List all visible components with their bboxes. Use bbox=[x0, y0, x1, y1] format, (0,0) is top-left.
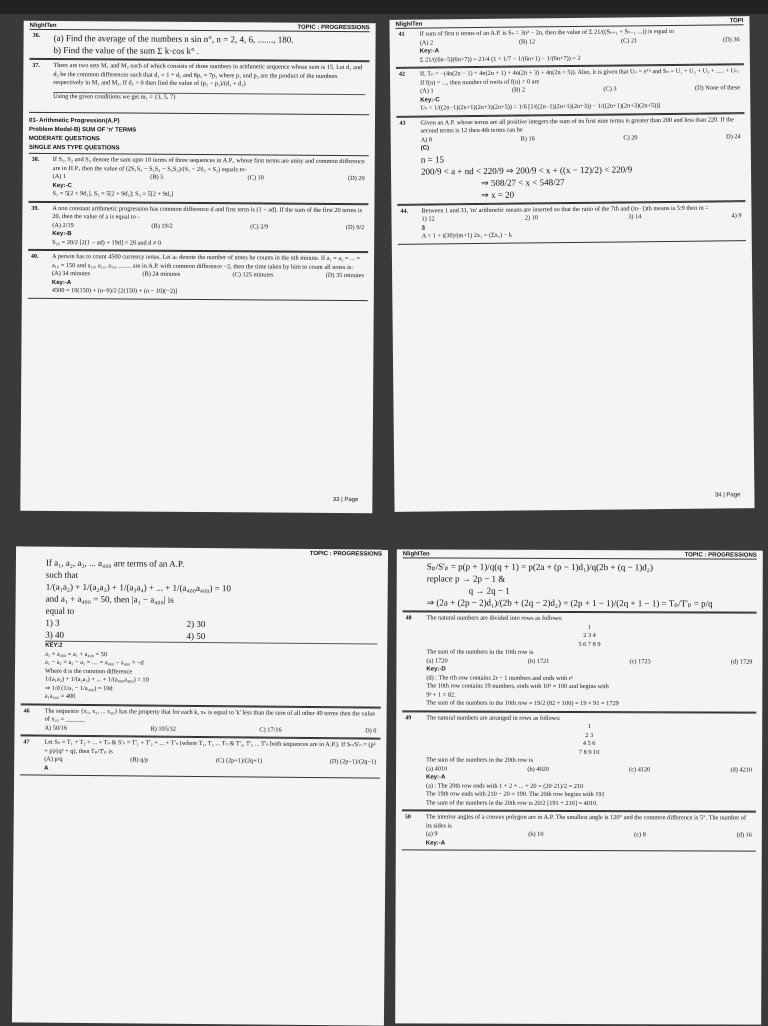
answer-key: KEY:2 bbox=[45, 641, 377, 653]
question-number: 37. bbox=[32, 62, 40, 69]
option-c: C) 20 bbox=[623, 133, 638, 141]
question-number: 39. bbox=[31, 205, 39, 212]
option-b: 2) 10 bbox=[524, 214, 539, 222]
question-50 bbox=[402, 810, 756, 851]
solution-text: S₁ = 5[2 + 9d₁], S₂ = 5[2 + 9d₂]; S₃ = 5[2 + 9d₃] bbox=[52, 189, 174, 198]
question-text: Let Sₙ = T₁ + T₂ + ... + Tₙ & S'ₙ = T'₁ + T'₂ + ... + T'ₙ (where T₁, T₂ ... Tₙ & T'₁, T'₂ ... T'ₙ both sequences are in A.P.). If Sₙ/S'ₙ = (p² + p)/(q² + q), then Tₚ/T'ₚ is bbox=[44, 738, 376, 755]
question-number: 49 bbox=[405, 714, 412, 721]
topic-title: TOPIC : PROGRESSIONS bbox=[684, 552, 757, 559]
option-c: (C) 10 bbox=[247, 174, 264, 182]
brand-logo: NlighITen bbox=[29, 22, 57, 30]
option-b: (B) 2 bbox=[511, 86, 526, 94]
solution-step: a₁ − a₂ = a₂ − a₃ = .... = a₄₀₀ − a₄₀₀ = −d bbox=[45, 658, 144, 667]
topic-title: TOPIC : PROGRESSIONS bbox=[309, 550, 383, 558]
answer-key: Key:-C bbox=[52, 182, 72, 189]
document-page-36 bbox=[395, 549, 763, 1024]
topic-title: TOPI bbox=[729, 18, 744, 25]
question-number: 43 bbox=[399, 120, 406, 127]
question-text: Given an A.P. whose terms are all positive integers the sum of its first nine terms is greater than 200 and less than 220. If the second terms is 12 then 4th terms can be bbox=[420, 115, 734, 135]
question-text: and a₁ + a₄₀₀ = 50, then |a₁ − a₄₀₀| is bbox=[45, 593, 174, 605]
solution-step: The sum of the numbers in the 20th row is 20/2 [191 + 210] = 4010. bbox=[425, 798, 598, 807]
question-text: such that bbox=[45, 569, 79, 580]
option-b: (B) 5 bbox=[150, 173, 164, 181]
question-text: The interior angles of a convex polygon are in A.P. The smallest angle is 120° and the common difference is 5°. The number of its sides is bbox=[425, 813, 747, 830]
option-2: 2) 30 bbox=[186, 618, 206, 630]
solution-step: 1/(a₁a₂) + 1/(a₂a₃) + ... + 1/(a₄₀₀a₄₀₀) = 10 bbox=[44, 675, 149, 684]
answer-key: A bbox=[44, 765, 49, 772]
option-c: (C) (2p+1)/(2q+1) bbox=[215, 757, 263, 765]
question-text: The natural numbers are arranged in rows as follows: bbox=[426, 713, 561, 722]
option-d: D) 24 bbox=[726, 132, 741, 140]
solution-text: Uₙ = 1/((2n−1)(2n+1)(2n+3)(2n+5)) = 1/6 [1/((2n−1)(2n+1)(2n+3)) − 1/((2n+1)(2n+3)(2n+5))] bbox=[420, 102, 661, 112]
question-number: 50 bbox=[404, 814, 411, 821]
number-row: 1 bbox=[587, 623, 592, 631]
option-c: (C) 21 bbox=[620, 36, 638, 44]
answer-key: Key:-A bbox=[426, 774, 446, 781]
section-heading bbox=[29, 117, 369, 155]
document-page-34 bbox=[389, 16, 754, 512]
question-number: 44. bbox=[400, 208, 408, 215]
answer-key: Key:-A bbox=[419, 48, 440, 55]
question-text: Between 1 and 31, 'm' arithmetic means are inserted so that the ratio of the 7th and (m−1)th means is 5:9 then m = bbox=[421, 204, 709, 215]
question-number: 38. bbox=[31, 156, 40, 163]
answer-key: Key:-A bbox=[51, 279, 72, 286]
option-a: A) 50/16 bbox=[44, 724, 68, 732]
number-row: 5 6 7 8 9 bbox=[578, 640, 601, 648]
question-text: If S₁, S₂ and S₃ denote the sum upto 10 terms of three sequences in A.P., whose first terms are unity and common difference are in H.P., then the value of (2S₁S₃ − S₁S₂ − S₂S₃)/(S₁ − 2S₂ + S₃) equals to- bbox=[52, 155, 365, 173]
question-46 bbox=[20, 704, 380, 739]
question-text: The sequence {x₁, x₂, ... x₅₀} has the property that for each k, xₖ is equal to 'k' less than the sum of all other 49 terms then the value of x₂₅ = ______ bbox=[44, 707, 376, 723]
option-c: (c) 8 bbox=[634, 831, 646, 839]
option-a: (A) p/q bbox=[44, 755, 63, 763]
solution-step: q → 2q − 1 bbox=[468, 585, 510, 596]
option-4: 4) 50 bbox=[186, 630, 206, 642]
option-a: 1) 12 bbox=[421, 215, 435, 223]
option-b: (b) 4020 bbox=[527, 765, 549, 773]
option-d: (D) 20 bbox=[347, 175, 365, 183]
option-c: (C) 125 minutes bbox=[232, 271, 274, 279]
solution-step: ⇒ (2a + (2p − 2)d₁)/(2b + (2q − 2)d₂) = (2p + 1 − 1)/(2q + 1 − 1) = Tₚ/T'ₚ = p/q bbox=[426, 597, 713, 609]
solution-step: a₁ + a₄₀₀ = a₁ + a₄₀₀ = 50 bbox=[45, 650, 108, 658]
option-d: (D) None of these bbox=[694, 84, 741, 92]
solution-step: 9² + 1 = 82. bbox=[426, 690, 456, 699]
question-number: 41 bbox=[398, 31, 405, 38]
brand-logo: NlighITen bbox=[395, 21, 423, 28]
answer-key: Key:-A bbox=[425, 839, 446, 847]
option-d: (D) (2p−1)/(2q−1) bbox=[329, 758, 377, 766]
page-number: 34 | Page bbox=[714, 492, 741, 499]
question-43 bbox=[396, 113, 745, 205]
solution-step: ⇒ 508/27 < x < 548/27 bbox=[481, 176, 565, 188]
question-number: 46 bbox=[23, 707, 30, 715]
option-a: (a) 1720 bbox=[426, 656, 448, 665]
question-text: equal to bbox=[45, 605, 75, 616]
solution-step: replace p → 2p − 1 & bbox=[426, 573, 506, 584]
question-39 bbox=[28, 201, 368, 252]
question-number: 47 bbox=[23, 739, 30, 746]
option-c: (C) 2/9 bbox=[250, 222, 269, 230]
topic-title: TOPIC : PROGRESSIONS bbox=[297, 24, 370, 32]
option-d: (d) 1729 bbox=[730, 658, 753, 666]
question-number: 48 bbox=[405, 615, 412, 622]
option-c: (c) 1723 bbox=[629, 657, 651, 665]
question-44 bbox=[397, 201, 745, 245]
solution-step: (d) : The rth row contains 2r − 1 numbers and ends with r² bbox=[426, 673, 573, 682]
option-a: (A) 2 bbox=[419, 38, 434, 47]
question-text: A non constant arithmetic progression has common difference d and first term is (1 − ad). If the sum of the first 20 terms is 20, then the value of a is equal to - bbox=[52, 204, 363, 221]
option-a: A) 8 bbox=[420, 135, 433, 144]
option-a: (a) 4010 bbox=[426, 764, 448, 773]
option-b: (b) 10 bbox=[528, 830, 544, 838]
solution-step: The sum of the numbers in the 10th row = 19/2 (82 + 100) = 19 × 91 = 1729 bbox=[426, 699, 619, 708]
section-title: 01- Arithmetic Progression(A.P) bbox=[28, 117, 120, 125]
option-a: (A) 34 minutes bbox=[51, 269, 91, 278]
solution-step: Where d is the common difference bbox=[44, 667, 133, 675]
solution-step: n = 15 bbox=[420, 153, 445, 165]
number-row: 1 bbox=[587, 723, 591, 731]
solution-continued bbox=[403, 557, 757, 612]
solution-text: A = 1 + i(30)/(m+1) 2x₁ = (Σx₁) − k bbox=[421, 231, 513, 240]
solution-step: The 10th row contains 19 numbers, ends with 10² = 100 and begins with bbox=[426, 682, 609, 691]
question-42 bbox=[396, 64, 744, 116]
option-b: B) 105/32 bbox=[150, 725, 176, 733]
question-number: 42 bbox=[398, 71, 406, 78]
answer-key: (C) bbox=[420, 145, 430, 152]
option-d: (D) 35 minutes bbox=[325, 271, 364, 280]
solution-step: a₁a₄₀₀ = 400 bbox=[44, 692, 76, 700]
page-number: 33 | Page bbox=[332, 496, 359, 504]
solution-step: Sₚ/S'ₚ = p(p + 1)/q(q + 1) = p(2a + (p − 1)d₁)/q(2b + (q − 1)d₂) bbox=[426, 561, 653, 573]
option-d: (D) 9/2 bbox=[345, 223, 365, 231]
question-text: The sum of the numbers in the 10th row is bbox=[426, 648, 534, 656]
question-text: b) Find the value of the sum Σ k·cos k° . bbox=[53, 44, 200, 57]
problem-model: Problem Model-B) SUM OF 'n' TERMS bbox=[28, 126, 137, 134]
question-number: 36. bbox=[32, 32, 41, 39]
option-c: C) 17/16 bbox=[259, 726, 282, 734]
option-a: (A) 2/19 bbox=[52, 221, 74, 229]
question-text: A person has to count 4500 currency notes. Let aₙ denote the number of notes he counts in the nth minute. If a₁ = a₂ = ... = a₁₀ = 150 and a₁₀, a₁₁, a₁₂, ........ are in A.P. with common difference −2, then the time taken by him to count all notes is: bbox=[51, 252, 360, 271]
question-text: If a₁, a₂, a₃, ... a₄₀₀ are terms of an A.P. bbox=[45, 557, 185, 569]
answer-key: Key:-C bbox=[420, 96, 440, 104]
option-b: (B) 12 bbox=[518, 37, 536, 46]
photo-top-edge bbox=[0, 0, 768, 14]
question-text: If, Tₙ = −(4n(2n − 1) + 4n(2n + 1) + 4n(2n + 3) + 4n(2n + 5)). Also, it is given that Uₙ = eᵀⁿ and Sₙ = U₁ + U₂ + U₃ + ..... + Uₙ. If f(n) = ..., then number of roots of f(n) = 0 are bbox=[419, 67, 740, 87]
question-48 bbox=[402, 611, 756, 712]
option-a: (A) 1 bbox=[420, 87, 434, 95]
answer-key: Key:-B bbox=[52, 230, 72, 238]
solution-step: 200/9 < a + nd < 220/9 ⇒ 200/9 < x + ((x − 12)/2) < 220/9 bbox=[420, 163, 633, 177]
option-d: 4) 9 bbox=[731, 212, 742, 220]
difficulty-label: MODERATE QUESTIONS bbox=[28, 135, 100, 143]
option-d: (d) 4210 bbox=[730, 766, 753, 774]
question-40 bbox=[28, 250, 368, 301]
question-text: The natural numbers are divided into rows as follows: bbox=[426, 614, 563, 622]
option-c: (C) 3 bbox=[603, 85, 617, 93]
option-c: 3) 14 bbox=[628, 213, 642, 221]
answer-key: 3 bbox=[421, 225, 425, 232]
document-page-33 bbox=[20, 21, 375, 513]
option-3: 3) 40 bbox=[45, 629, 65, 640]
option-a: (A) 1 bbox=[52, 172, 67, 181]
question-text: 1/(a₁a₂) + 1/(a₂a₃) + 1/(a₃a₄) + ... + 1/(a₄₀₀a₄₀₀) = 10 bbox=[45, 581, 231, 594]
question-text: If sum of first n terms of an A.P. is Sₙ = 3n² − 2n, then the value of Σ 21/((Sₙ₊₁ + Sₙ₋₁ ...)) is equal to bbox=[419, 27, 675, 38]
option-a: (a) 9 bbox=[425, 830, 438, 838]
option-d: (D) 36 bbox=[722, 35, 740, 43]
question-36 bbox=[29, 29, 369, 61]
solution-step: (a) : The 20th row ends with 1 + 2 + ... + 20 = (20·21)/2 = 210 bbox=[425, 781, 584, 790]
answer-key: Key:-D bbox=[426, 666, 446, 673]
option-b: (B) q/p bbox=[130, 756, 149, 764]
question-47 bbox=[20, 735, 380, 778]
number-row: 2 3 4 bbox=[583, 632, 596, 640]
option-1: 1) 3 bbox=[45, 617, 60, 628]
option-b: (B) 19/2 bbox=[151, 222, 173, 230]
question-37 bbox=[29, 59, 369, 115]
number-row: 7 8 9 10 bbox=[578, 748, 600, 756]
option-b: (b) 1721 bbox=[527, 657, 550, 665]
question-text: The sum of the numbers in the 20th row is bbox=[426, 756, 533, 764]
solution-text: 4500 = 10(150) + (n−9)/2 [2(150) + (n − 10)(−2)] bbox=[51, 286, 178, 295]
options bbox=[44, 724, 376, 735]
question-text: (a) Find the average of the numbers n sin n°, n = 2, 4, 6, ......., 180. bbox=[53, 32, 294, 45]
option-d: D) 0 bbox=[365, 726, 377, 735]
number-row: 2 3 bbox=[585, 731, 594, 739]
option-b: B) 16 bbox=[520, 134, 535, 143]
question-number: 40. bbox=[31, 253, 39, 260]
question-text: There are two sets M₁ and M₂ each of which consists of three numbers in arithmetic sequence whose sum is 15. Let d₁ and d₂ be the common differences such that d₁ = 1 + d₂ and 8p₁ = 7p₂ where p₁ and p₂ are the product of the numbers respectively in M₁ and M₂. If d₂ > 0 then find the value of (p₂ − p₁)/(d₁ + d₂) bbox=[53, 61, 363, 88]
solution-text: Σ 21/((6n−5)(6n+7)) = 21/4 (1 + 1/7 − 1/(6n+1) − 1/(6n+7)) = 2 bbox=[419, 54, 581, 64]
option-b: (B) 24 minutes bbox=[142, 270, 181, 278]
solution-text: Using the given conditions we get m₁ = {3, 5, 7} bbox=[53, 91, 365, 103]
question-49 bbox=[402, 711, 756, 812]
question-type: SINGLE ANS TYPE QUESTIONS bbox=[28, 144, 120, 152]
option-d: (d) 16 bbox=[736, 831, 752, 839]
solution-step: ⇒ 1/d (1/a₁ − 1/a₄₀₀) = 10d bbox=[44, 684, 113, 692]
option-c: (c) 4120 bbox=[629, 765, 651, 773]
number-row: 4 5 6 bbox=[582, 740, 596, 748]
solution-text: S₂₀ = 20/2 [2(1 − ad) + 19d] = 20 and d ≠ 0 bbox=[52, 238, 162, 247]
solution-step: The 19th row ends with 210 − 20 = 190. The 20th row begins with 191 bbox=[425, 790, 605, 799]
question-45 bbox=[21, 554, 382, 707]
solution-step: ⇒ x = 20 bbox=[481, 189, 515, 200]
brand-logo: NlighITen bbox=[402, 551, 430, 558]
document-page-35 bbox=[12, 546, 388, 1025]
question-38 bbox=[28, 153, 368, 204]
